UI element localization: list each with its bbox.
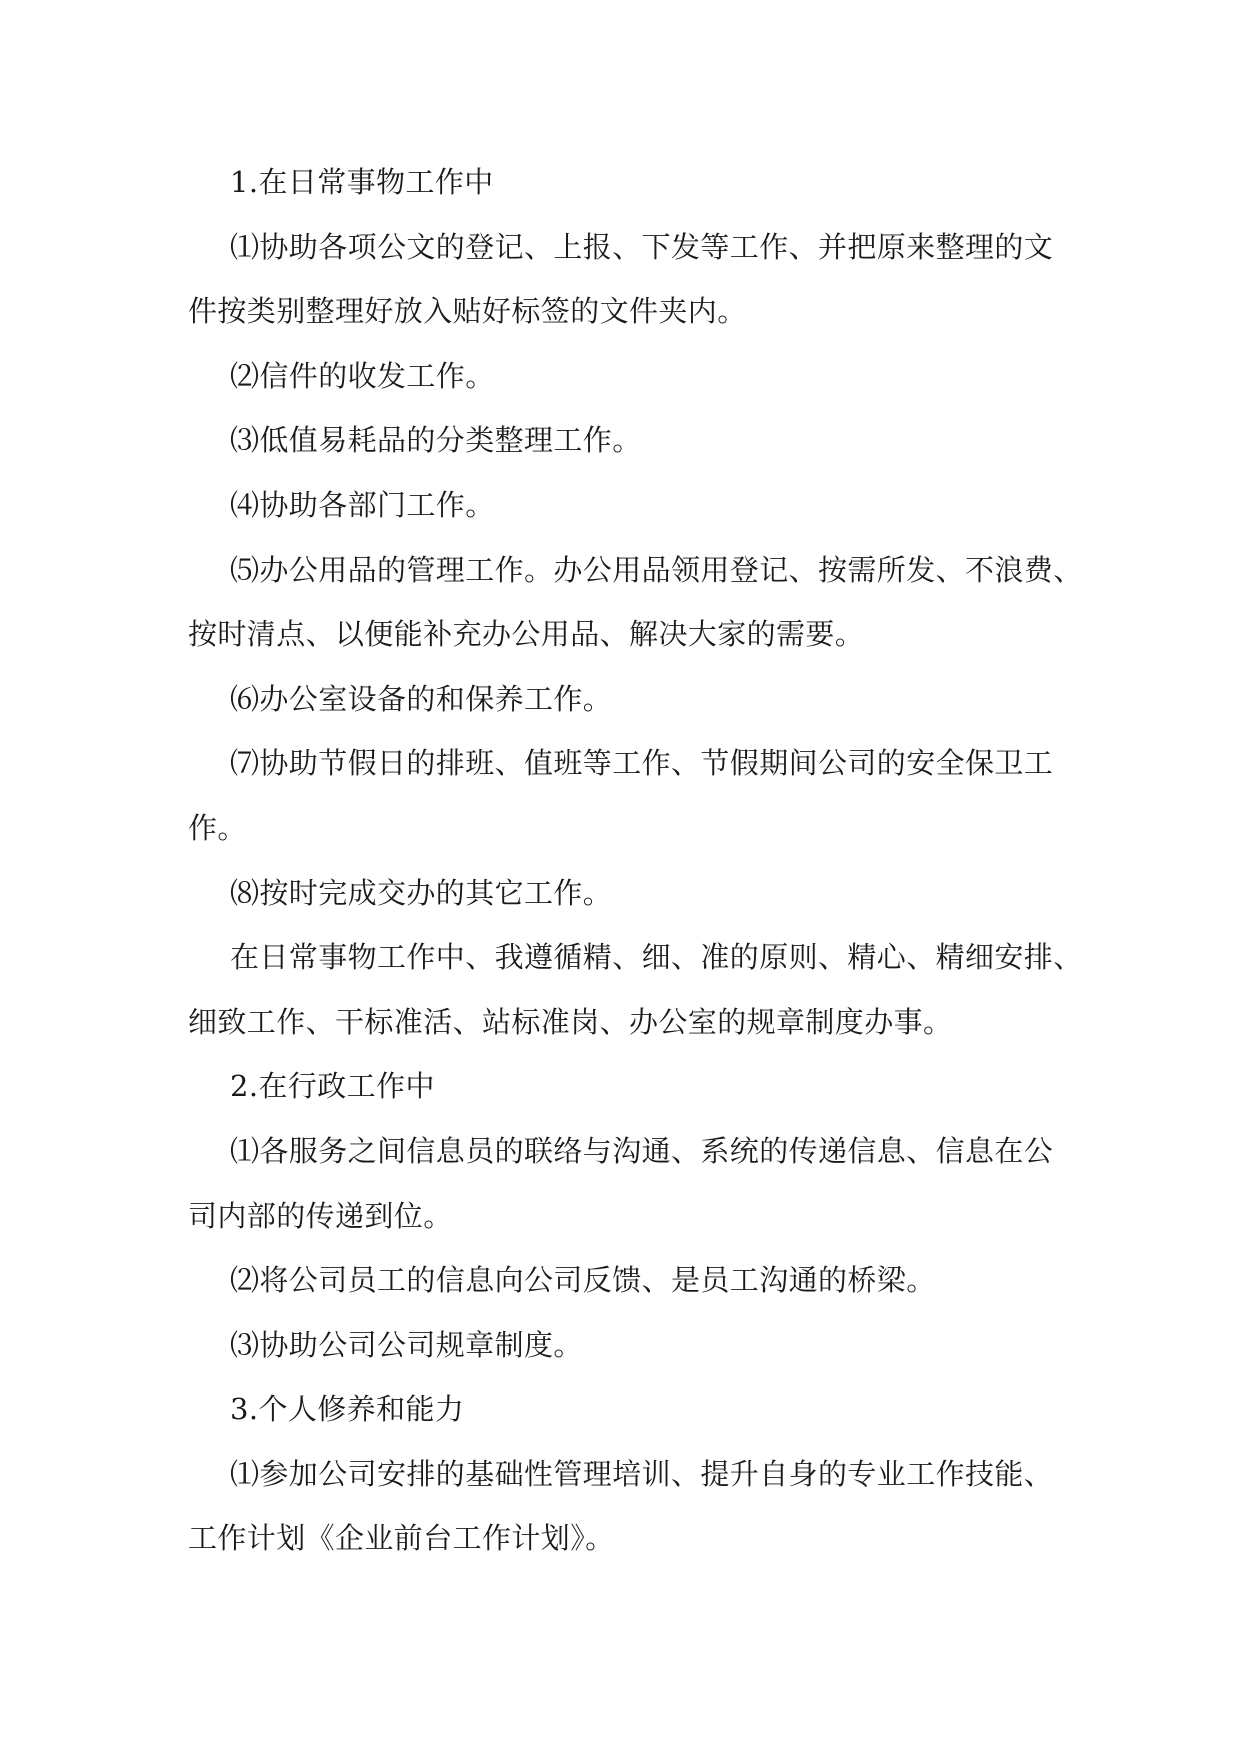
line-11: 作。	[188, 810, 247, 845]
line-20: 3.个人修养和能力	[230, 1392, 465, 1427]
line-1: 1.在日常事物工作中	[230, 165, 494, 199]
line-3: 件按类别整理好放入贴好标签的文件夹内。	[188, 294, 747, 329]
line-10: ⑺协助节假日的排班、值班等工作、节假期间公司的安全保卫工	[230, 746, 1054, 781]
line-18: ⑵将公司员工的信息向公司反馈、是员工沟通的桥梁。	[230, 1263, 936, 1298]
line-2: ⑴协助各项公文的登记、上报、下发等工作、并把原来整理的文	[230, 229, 1054, 264]
line-6: ⑷协助各部门工作。	[230, 487, 495, 522]
line-8: 按时清点、以便能补充办公用品、解决大家的需要。	[188, 617, 865, 652]
line-16: ⑴各服务之间信息员的联络与沟通、系统的传递信息、信息在公	[230, 1133, 1054, 1168]
line-9: ⑹办公室设备的和保养工作。	[230, 681, 613, 716]
line-17: 司内部的传递到位。	[188, 1198, 453, 1233]
line-15: 2.在行政工作中	[230, 1069, 435, 1104]
line-21: ⑴参加公司安排的基础性管理培训、提升自身的专业工作技能、	[230, 1456, 1054, 1491]
line-7: ⑸办公用品的管理工作。办公用品领用登记、按需所发、不浪费、	[230, 552, 1083, 587]
line-14: 细致工作、干标准活、站标准岗、办公室的规章制度办事。	[188, 1004, 953, 1039]
line-19: ⑶协助公司公司规章制度。	[230, 1327, 583, 1362]
line-5: ⑶低值易耗品的分类整理工作。	[230, 423, 642, 458]
line-22: 工作计划《企业前台工作计划》。	[188, 1521, 615, 1556]
document-body	[188, 150, 1083, 1571]
line-13: 在日常事物工作中、我遵循精、细、准的原则、精心、精细安排、	[230, 940, 1083, 975]
line-4: ⑵信件的收发工作。	[230, 358, 495, 393]
line-12: ⑻按时完成交办的其它工作。	[230, 875, 613, 910]
